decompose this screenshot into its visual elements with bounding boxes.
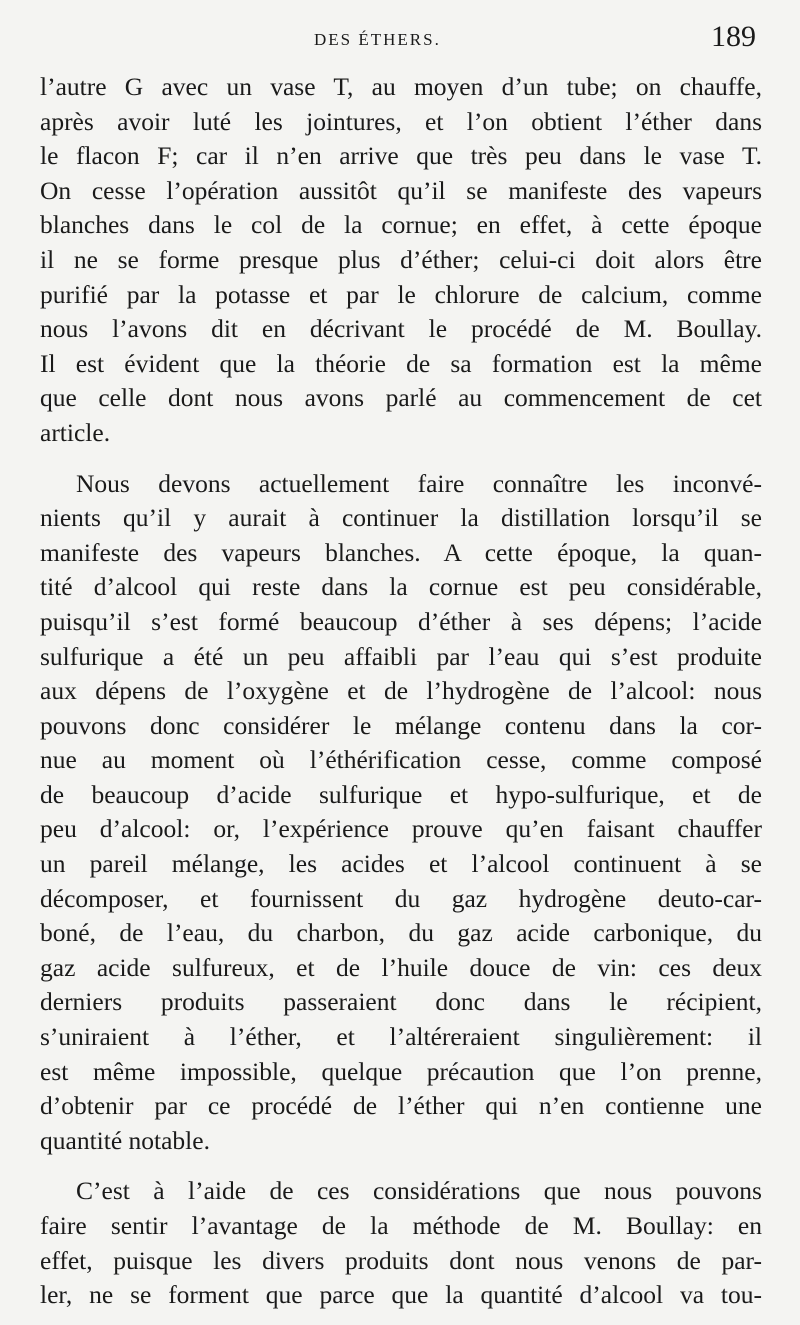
text-line: un pareil mélange, les acides et l’alcool continuent à se (40, 849, 762, 879)
text-line: blanches dans le col de la cornue; en effet, à cette époque (40, 210, 762, 240)
paragraph-3 (40, 1174, 762, 1312)
paragraph-2 (40, 467, 762, 1159)
text-line: effet, puisque les divers produits dont nous venons de par- (40, 1245, 762, 1275)
text-line: aux dépens de l’oxygène et de l’hydrogène de l’alcool: nous (40, 676, 762, 706)
text-line: est même impossible, quelque précaution que l’on prenne, (40, 1056, 762, 1086)
text-line: pouvons donc considérer le mélange contenu dans la cor- (40, 710, 762, 740)
text-line: nue au moment où l’éthérification cesse, comme composé (40, 745, 762, 775)
text-line: article. (40, 417, 111, 447)
text-line: derniers produits passeraient donc dans le récipient, (40, 987, 762, 1017)
text-line: quantité notable. (40, 1125, 210, 1155)
text-line: On cesse l’opération aussitôt qu’il se manifeste des vapeurs (40, 175, 762, 205)
text-line: boné, de l’eau, du charbon, du gaz acide carbonique, du (40, 918, 762, 948)
text-line: de beaucoup d’acide sulfurique et hypo-sulfurique, et de (40, 779, 762, 809)
text-line: peu d’alcool: or, l’expérience prouve qu’en faisant chauffer (40, 814, 762, 844)
text-line: décomposer, et fournissent du gaz hydrogène deuto-car- (40, 883, 762, 913)
text-line: il ne se forme presque plus d’éther; celui-ci doit alors être (40, 244, 762, 274)
running-head: DES ÉTHERS. (314, 30, 441, 49)
text-line: le flacon F; car il n’en arrive que très peu dans le vase T. (40, 141, 762, 171)
text-line: sulfurique a été un peu affaibli par l’eau qui s’est produite (40, 641, 762, 671)
paragraph-1 (40, 70, 762, 451)
text-line: puisqu’il s’est formé beaucoup d’éther à ses dépens; l’acide (40, 606, 762, 636)
text-line: ler, ne se forment que parce que la quantité d’alcool va tou- (40, 1280, 762, 1310)
text-line: Il est évident que la théorie de sa formation est la même (40, 348, 762, 378)
text-line: nients qu’il y aurait à continuer la distillation lorsqu’il se (40, 503, 762, 533)
text-line: purifié par la potasse et par le chlorure de calcium, comme (40, 279, 762, 309)
text-line: Nous devons actuellement faire connaître les inconvé- (76, 468, 762, 498)
text-line: s’uniraient à l’éther, et l’altéreraient singulièrement: il (40, 1022, 762, 1052)
text-line: tité d’alcool qui reste dans la cornue est peu considérable, (40, 572, 762, 602)
text-line: manifeste des vapeurs blanches. A cette époque, la quan- (40, 537, 762, 567)
text-line: que celle dont nous avons parlé au commencement de cet (40, 383, 762, 413)
text-line: nous l’avons dit en décrivant le procédé de M. Boullay. (40, 314, 762, 344)
text-line: après avoir luté les jointures, et l’on obtient l’éther dans (40, 106, 762, 136)
text-line: gaz acide sulfureux, et de l’huile douce de vin: ces deux (40, 952, 762, 982)
text-line: C’est à l’aide de ces considérations que nous pouvons (76, 1176, 762, 1206)
body-text (40, 70, 762, 1313)
page-number: 189 (711, 20, 756, 53)
text-line: d’obtenir par ce procédé de l’éther qui n’en contienne une (40, 1091, 762, 1121)
text-line: faire sentir l’avantage de la méthode de M. Boullay: en (40, 1211, 762, 1240)
text-line: l’autre G avec un vase T, au moyen d’un tube; on chauffe, (40, 72, 762, 101)
